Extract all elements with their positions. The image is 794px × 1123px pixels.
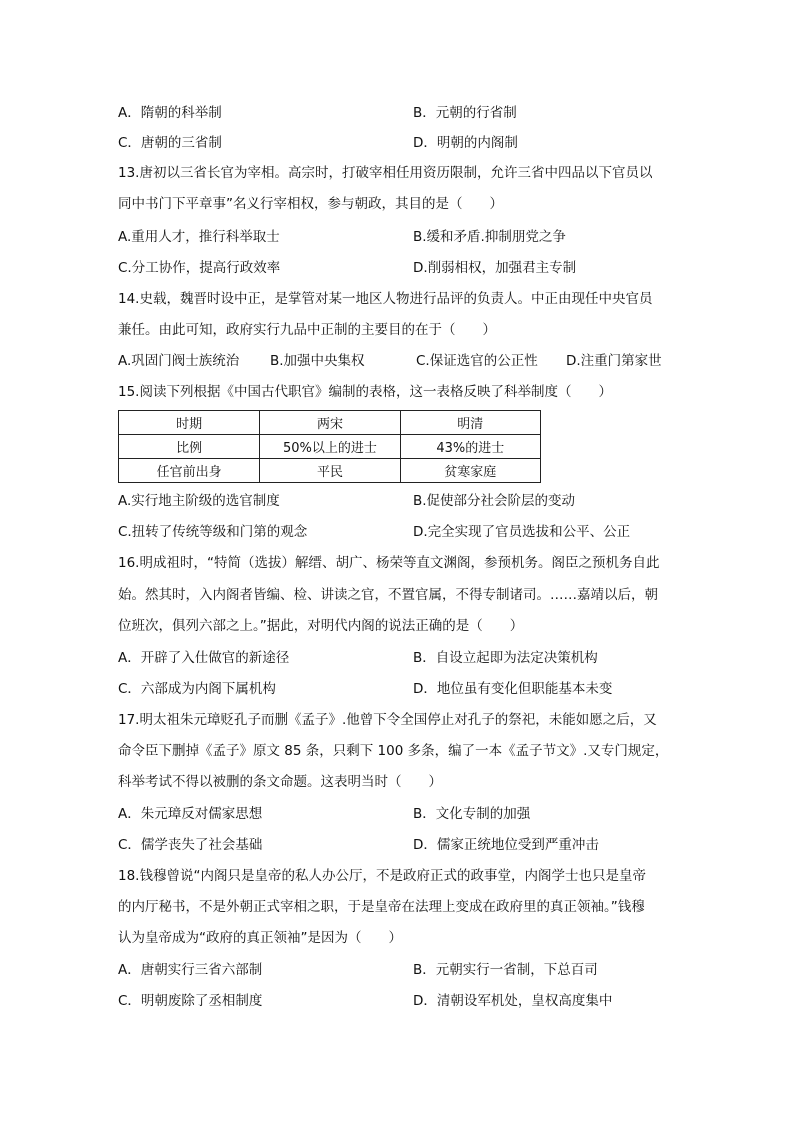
q14-stem-line-1: 14.史载，魏晋时设中正，是掌管对某一地区人物进行品评的负责人。中正由现任中央官员 xyxy=(118,291,653,307)
q18-option-c[interactable]: C．明朝废除了丞相制度 xyxy=(118,993,263,1009)
q15-options-row-1 xyxy=(118,491,678,511)
q12-option-a[interactable]: A．隋朝的科举制 xyxy=(118,105,222,121)
q13-options-row-2 xyxy=(118,258,678,278)
q12-options-row-2 xyxy=(118,133,678,153)
table-cell: 任官前出身 xyxy=(119,459,260,483)
q14-option-c[interactable]: C.保证选官的公正性 xyxy=(416,353,538,369)
table-cell: 时期 xyxy=(119,411,260,435)
q13-option-c[interactable]: C.分工协作，提高行政效率 xyxy=(118,260,281,276)
q14-stem-line-2: 兼任。由此可知，政府实行九品中正制的主要目的在于（ ） xyxy=(118,322,496,338)
q16-option-a[interactable]: A．开辟了入仕做官的新途径 xyxy=(118,650,290,666)
q15-option-c[interactable]: C.扭转了传统等级和门第的观念 xyxy=(118,524,308,540)
table-row xyxy=(119,435,541,459)
table-cell: 比例 xyxy=(119,435,260,459)
q18-options-row-2 xyxy=(118,991,678,1011)
q12-option-c[interactable]: C．唐朝的三省制 xyxy=(118,135,222,151)
q16-option-b[interactable]: B．自设立起即为法定决策机构 xyxy=(413,650,598,666)
q17-option-a[interactable]: A．朱元璋反对儒家思想 xyxy=(118,806,263,822)
q18-option-a[interactable]: A．唐朝实行三省六部制 xyxy=(118,962,263,978)
q18-option-b[interactable]: B．元朝实行一省制，下总百司 xyxy=(413,962,598,978)
q14-options-row xyxy=(118,351,678,371)
q16-stem-line-2: 始。然其时，入内阁者皆编、检、讲读之官，不置官属，不得专制诸司。……嘉靖以后，朝 xyxy=(118,587,658,603)
q16-stem-line-1: 16.明成祖时，“特简（选拔）解缙、胡广、杨荣等直文渊阁，参预机务。阁臣之预机务自此 xyxy=(118,555,660,571)
q13-option-d[interactable]: D.削弱相权，加强君主专制 xyxy=(413,260,577,276)
q17-options-row-1 xyxy=(118,804,678,824)
table-cell: 两宋 xyxy=(260,411,400,435)
q18-options-row-1 xyxy=(118,960,678,980)
q15-option-d[interactable]: D.完全实现了官员选拔和公平、公正 xyxy=(413,524,631,540)
q18-stem-line-1: 18.钱穆曾说“内阁只是皇帝的私人办公厅，不是政府正式的政事堂，内阁学士也只是皇帝 xyxy=(118,868,646,884)
table-cell: 明清 xyxy=(400,411,540,435)
q13-options-row-1 xyxy=(118,227,678,247)
q17-option-d[interactable]: D．儒家正统地位受到严重冲击 xyxy=(413,837,599,853)
q12-option-b[interactable]: B．元朝的行省制 xyxy=(413,105,517,121)
q16-options-row-1 xyxy=(118,648,678,668)
q17-stem-line-3: 科举考试不得以被删的条文命题。这表明当时（ ） xyxy=(118,774,442,790)
q13-option-a[interactable]: A.重用人才，推行科举取士 xyxy=(118,229,280,245)
q16-option-d[interactable]: D．地位虽有变化但职能基本未变 xyxy=(413,681,613,697)
q14-option-a[interactable]: A.巩固门阀士族统治 xyxy=(118,353,240,369)
q12-option-d[interactable]: D．明朝的内阁制 xyxy=(413,135,518,151)
q18-stem-line-3: 认为皇帝成为“政府的真正领袖”是因为（ ） xyxy=(118,930,402,946)
q18-stem-line-2: 的内厅秘书，不是外朝正式宰相之职，于是皇帝在法理上变成在政府里的真正领袖。”钱穆 xyxy=(118,899,645,915)
q14-option-b[interactable]: B.加强中央集权 xyxy=(270,353,365,369)
q15-stem-line-1: 15.阅读下列根据《中国古代职官》编制的表格，这一表格反映了科举制度（ ） xyxy=(118,384,612,400)
q14-option-d[interactable]: D.注重门第家世 xyxy=(566,353,662,369)
table-row xyxy=(119,459,541,483)
q16-stem-line-3: 位班次，俱列六部之上。”据此，对明代内阁的说法正确的是（ ） xyxy=(118,618,524,634)
q15-option-b[interactable]: B.促使部分社会阶层的变动 xyxy=(413,493,576,509)
q17-stem-line-1: 17.明太祖朱元璋贬孔子而删《孟子》.他曾下令全国停止对孔子的祭祀，未能如愿之后，又 xyxy=(118,712,657,728)
q13-stem-line-2: 同中书门下平章事”名义行宰相权，参与朝政，其目的是（ ） xyxy=(118,196,503,212)
q17-options-row-2 xyxy=(118,835,678,855)
q13-stem-line-1: 13.唐初以三省长官为宰相。高宗时，打破宰相任用资历限制，允许三省中四品以下官员以 xyxy=(118,165,653,181)
q13-option-b[interactable]: B.缓和矛盾.抑制朋党之争 xyxy=(413,229,566,245)
q18-option-d[interactable]: D．清朝设军机处，皇权高度集中 xyxy=(413,993,613,1009)
table-cell: 平民 xyxy=(260,459,400,483)
q16-option-c[interactable]: C．六部成为内阁下属机构 xyxy=(118,681,276,697)
q17-option-c[interactable]: C．儒学丧失了社会基础 xyxy=(118,837,263,853)
table-cell: 50%以上的进士 xyxy=(260,435,400,459)
q15-options-row-2 xyxy=(118,522,678,542)
q15-option-a[interactable]: A.实行地主阶级的选官制度 xyxy=(118,493,280,509)
q12-options-row-1 xyxy=(118,103,678,123)
table-row xyxy=(119,411,541,435)
q16-options-row-2 xyxy=(118,679,678,699)
table-cell: 贫寒家庭 xyxy=(400,459,540,483)
table-cell: 43%的进士 xyxy=(400,435,540,459)
q17-option-b[interactable]: B．文化专制的加强 xyxy=(413,806,531,822)
q17-stem-line-2: 命令臣下删掉《孟子》原文 85 条，只剩下 100 多条，编了一本《孟子节文》.又专门规定， xyxy=(118,743,669,759)
q15-data-table xyxy=(118,410,541,483)
